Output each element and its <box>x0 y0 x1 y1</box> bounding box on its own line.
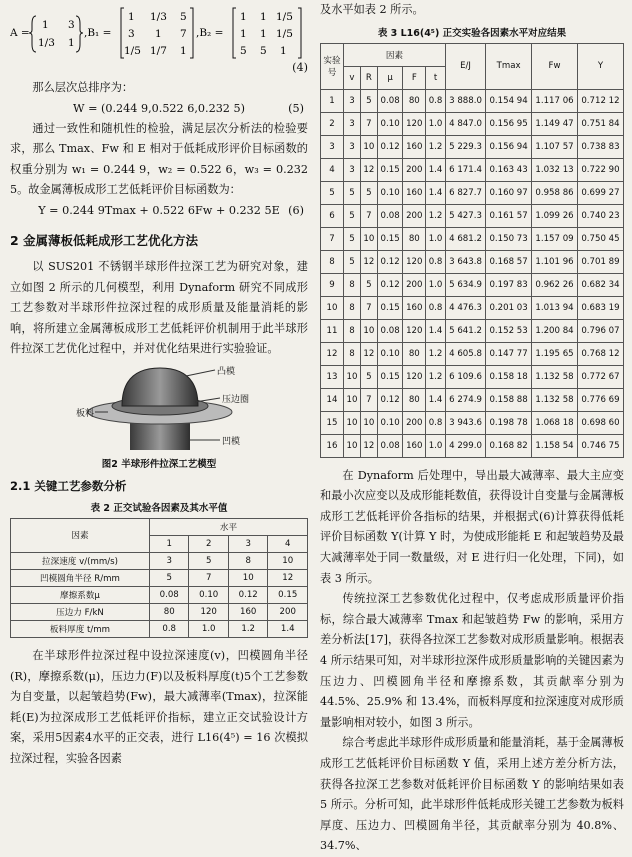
table-cell: 0.150 73 <box>486 227 532 250</box>
t3-row <box>321 227 624 250</box>
table-cell: 0.156 94 <box>486 135 532 158</box>
t2-body <box>11 552 308 637</box>
table-cell: 6 109.6 <box>445 365 485 388</box>
table-cell: 10 <box>360 227 377 250</box>
paragraph-lowcost: 综合考虑此半球形件成形质量和能量消耗，基于金属薄板成形工艺低耗评价目标函数 Y 值，采用上述方差分析方法，获得各拉深工艺参数对低耗评价目标函数 Y 的影响结果如表 5 所示。分析可知，此半球形件低耗成形关键工艺参数为板料厚度、压边力、凹模圆角半径，其贡献率分别为 40.8%、34.7%、 <box>320 736 624 853</box>
table-cell: 9 <box>321 273 344 296</box>
table-cell: 80 <box>403 388 426 411</box>
table-cell: 5 641.2 <box>445 319 485 342</box>
table-cell: 2 <box>321 112 344 135</box>
table-cell: 3 <box>344 89 361 112</box>
table-cell: 0.8 <box>426 250 446 273</box>
equation-4-number <box>10 58 308 78</box>
table-cell: 80 <box>149 603 189 620</box>
label-sheet: 板料 <box>76 408 95 419</box>
paragraph-design: 在半球形件拉深过程中设拉深速度(v)，凹模圆角半径(R)，摩擦系数(μ)，压边力(F)以及板料厚度(t)5个工艺参数为自变量，以起皱趋势(Fw)，最大减薄率(Tmax)，拉深能耗(E)为拉深成形工艺低耗评价指标，建立正交试验设计方案，采用5因素4水平的正交表，进行 L16(4⁵) = 16 次模拟拉深过程，实验各因素 <box>10 648 308 765</box>
section-heading: 2 金属薄板低耗成形工艺优化方法 <box>10 232 199 248</box>
label-blank-holder: 压边圈 <box>222 394 250 405</box>
table-cell: 0.147 77 <box>486 342 532 365</box>
table-cell: 10 <box>268 552 308 569</box>
table-cell: 0.08 <box>377 319 403 342</box>
t3-row <box>321 365 624 388</box>
table-2 <box>10 518 308 638</box>
table-cell: 8 <box>344 296 361 319</box>
t3-row <box>321 411 624 434</box>
paragraph-intro: 以 SUS201 不锈钢半球形件拉深工艺为研究对象，建立如图 2 所示的几何模型，利用 Dynaform 研究不同成形工艺参数对半球形件拉深过程的成形质量及能量消耗的影响，将所建立金属薄板成形工艺低耗评价机制用于此半球形件拉深工艺优化过程中，并对优化结果进行实验验证。 <box>10 259 308 356</box>
matrix-b1-12: 1/3 <box>150 11 167 23</box>
table-cell: 6 274.9 <box>445 388 485 411</box>
table-cell: 7 <box>360 204 377 227</box>
label-die: 凹模 <box>222 436 241 447</box>
table-cell: 0.12 <box>377 135 403 158</box>
table-cell: 200 <box>403 204 426 227</box>
table-cell: 8 <box>344 342 361 365</box>
table-cell: 0.768 12 <box>577 342 623 365</box>
matrix-a-21: 1/3 <box>38 37 55 49</box>
table-cell: 10 <box>344 434 361 457</box>
table-cell: 1.4 <box>426 388 446 411</box>
table-cell: 1.0 <box>426 227 446 250</box>
table-cell: 12 <box>360 342 377 365</box>
table-cell: 3 <box>344 112 361 135</box>
table-cell: 0.699 27 <box>577 181 623 204</box>
table-cell: 1.117 06 <box>532 89 578 112</box>
matrix-a-22: 1 <box>68 37 75 49</box>
table-cell: 5 <box>360 89 377 112</box>
table-cell: 1 <box>321 89 344 112</box>
table-cell: 11 <box>321 319 344 342</box>
table-cell: 摩擦系数μ <box>11 586 150 603</box>
table-cell: 14 <box>321 388 344 411</box>
table-cell: 5 <box>360 365 377 388</box>
paragraph-top: 及水平如表 2 所示。 <box>320 3 424 16</box>
table-cell: 0.08 <box>149 586 189 603</box>
table-3 <box>320 43 624 458</box>
table-cell: 5 427.3 <box>445 204 485 227</box>
table-cell: 0.197 83 <box>486 273 532 296</box>
table-cell: 0.12 <box>377 388 403 411</box>
t3-row <box>321 342 624 365</box>
table-cell: 10 <box>344 365 361 388</box>
table-cell: 3 <box>344 158 361 181</box>
t3-factor: v <box>344 66 361 89</box>
table-cell: 1.0 <box>189 620 229 637</box>
t2-row <box>11 620 308 637</box>
table-cell: 1.2 <box>426 135 446 158</box>
t3-row <box>321 204 624 227</box>
table-cell: 5 <box>344 204 361 227</box>
table-cell: 3 888.0 <box>445 89 485 112</box>
table-cell: 0.698 60 <box>577 411 623 434</box>
table-cell: 10 <box>344 388 361 411</box>
table-cell: 200 <box>268 603 308 620</box>
paragraph-postprocess: 在 Dynaform 后处理中，导出最大减薄率、最大主应变和最小次应变以及成形能耗数值，获得设计自变量与金属薄板成形工艺低耗评价各指标的结果，并根据式(6)计算获得低耗评价目标函数 Y(计算 Y 时，为使成形能耗 E 和起皱趋势及最大减薄率处于同一数量级，对 E 进行归一化处理，下同)，如表 3 所示。 <box>320 468 624 585</box>
left-column <box>10 0 308 770</box>
table-cell: 0.154 94 <box>486 89 532 112</box>
table-cell: 0.10 <box>377 342 403 365</box>
t2-level: 1 <box>149 535 189 552</box>
table-cell: 6 827.7 <box>445 181 485 204</box>
matrix-b2-13: 1/5 <box>276 11 293 23</box>
table-cell: 8 <box>321 250 344 273</box>
t2-head-level: 水平 <box>149 518 307 535</box>
eq5-text: W = (0.244 9,0.522 6,0.232 5) <box>73 101 245 115</box>
table-cell: 0.10 <box>377 411 403 434</box>
t3-row <box>321 296 624 319</box>
matrix-b2-12: 1 <box>260 11 267 23</box>
t3-head-result: Fw <box>532 43 578 89</box>
table-cell: 12 <box>360 250 377 273</box>
table-cell: 0.168 82 <box>486 434 532 457</box>
table-cell: 0.168 57 <box>486 250 532 273</box>
matrix-a-11: 1 <box>42 19 49 31</box>
table-cell: 1.0 <box>426 273 446 296</box>
table-cell: 1.101 96 <box>532 250 578 273</box>
t2-row <box>11 603 308 620</box>
table-cell: 0.8 <box>426 89 446 112</box>
table-cell: 1.2 <box>426 365 446 388</box>
t3-row <box>321 112 624 135</box>
table-cell: 0.156 95 <box>486 112 532 135</box>
table-cell: 120 <box>403 112 426 135</box>
t3-head-result: Y <box>577 43 623 89</box>
matrix-b2-11: 1 <box>240 11 247 23</box>
table-cell: 3 <box>321 135 344 158</box>
table-cell: 1.099 26 <box>532 204 578 227</box>
table-cell: 4 605.8 <box>445 342 485 365</box>
table-cell: 5 634.9 <box>445 273 485 296</box>
table-cell: 1.4 <box>268 620 308 637</box>
table-cell: 0.8 <box>426 296 446 319</box>
t3-row <box>321 434 624 457</box>
table-cell: 0.198 78 <box>486 411 532 434</box>
t3-factor: F <box>403 66 426 89</box>
t3-factor: R <box>360 66 377 89</box>
table-cell: 0.08 <box>377 89 403 112</box>
table-cell: 0.12 <box>228 586 268 603</box>
equation-6 <box>10 201 308 221</box>
table-cell: 5 <box>360 181 377 204</box>
t3-body <box>321 89 624 457</box>
table-cell: 1.013 94 <box>532 296 578 319</box>
table-cell: 120 <box>403 319 426 342</box>
table-cell: 0.722 90 <box>577 158 623 181</box>
t3-factor: μ <box>377 66 403 89</box>
table-cell: 3 <box>149 552 189 569</box>
t3-row <box>321 181 624 204</box>
table-cell: 0.10 <box>189 586 229 603</box>
table-cell: 1.107 57 <box>532 135 578 158</box>
table-cell: 160 <box>403 181 426 204</box>
table-cell: 5 229.3 <box>445 135 485 158</box>
table-cell: 160 <box>228 603 268 620</box>
table-cell: 3 <box>344 135 361 158</box>
table-cell: 120 <box>403 250 426 273</box>
table-cell: 12 <box>321 342 344 365</box>
table-cell: 0.682 34 <box>577 273 623 296</box>
table-cell: 0.158 18 <box>486 365 532 388</box>
matrix-b1-11: 1 <box>128 11 135 23</box>
table-cell: 1.157 09 <box>532 227 578 250</box>
matrix-b2-22: 1 <box>260 28 267 40</box>
table-cell: 8 <box>344 319 361 342</box>
table-cell: 1.132 58 <box>532 388 578 411</box>
table-cell: 0.683 19 <box>577 296 623 319</box>
table3-caption: 表 3 L16(4⁵) 正交实验各因素水平对应结果 <box>377 27 567 39</box>
table-cell: 10 <box>344 411 361 434</box>
table-cell: 0.160 97 <box>486 181 532 204</box>
table-cell: 1.4 <box>426 181 446 204</box>
subsection-heading: 2.1 关键工艺参数分析 <box>10 478 127 493</box>
matrix-a-12: 3 <box>68 19 75 31</box>
t2-head-factor: 因素 <box>11 518 150 552</box>
table-cell: 5 <box>360 273 377 296</box>
table-cell: 0.15 <box>377 158 403 181</box>
eq4-no: (4) <box>292 61 308 74</box>
matrix-b1-31: 1/5 <box>124 45 141 57</box>
table-cell: 1.0 <box>426 112 446 135</box>
table-cell: 0.8 <box>426 411 446 434</box>
table-cell: 80 <box>403 227 426 250</box>
table-cell: 10 <box>360 135 377 158</box>
table-cell: 0.158 88 <box>486 388 532 411</box>
t2-row <box>11 569 308 586</box>
paragraph-variance: 传统拉深工艺参数优化过程中，仅考虑成形质量评价指标，综合最大减薄率 Tmax 和起皱趋势 Fw 的影响，采用方差分析法[17]，获得各拉深工艺参数对成形质量影响。根据表 4 所示结果可知，对半球形拉深件成形质量影响的关键因素为压边力、凹模圆角半径和摩擦系数，其贡献率分别为 44.5%、25.9% 和 13.4%，而板料厚度和拉深速度对成形质量影响相对较小，如图 3 所示。 <box>320 592 624 729</box>
matrix-b2-21: 1 <box>240 28 247 40</box>
table-cell: 3 943.6 <box>445 411 485 434</box>
table-cell: 0.15 <box>268 586 308 603</box>
table-cell: 凹模圆角半径 R/mm <box>11 569 150 586</box>
matrix-b1-23: 7 <box>180 28 187 40</box>
table-cell: 压边力 F/kN <box>11 603 150 620</box>
t3-head-result: Tmax <box>486 43 532 89</box>
t3-row <box>321 388 624 411</box>
table-cell: 5 <box>344 181 361 204</box>
t3-row <box>321 250 624 273</box>
matrix-svg <box>10 4 310 60</box>
table-cell: 1.068 18 <box>532 411 578 434</box>
table-cell: 0.08 <box>377 204 403 227</box>
matrix-b2-31: 5 <box>240 45 247 57</box>
table-cell: 1.4 <box>426 319 446 342</box>
t3-head-factor: 因素 <box>344 43 446 66</box>
matrix-b2-33: 1 <box>280 45 287 57</box>
table-cell: 4 847.0 <box>445 112 485 135</box>
equation-5 <box>10 99 308 119</box>
matrix-b1-33: 1 <box>180 45 187 57</box>
t2-level: 4 <box>268 535 308 552</box>
table-cell: 8 <box>228 552 268 569</box>
table-cell: 200 <box>403 411 426 434</box>
table-cell: 0.746 75 <box>577 434 623 457</box>
table-cell: 160 <box>403 296 426 319</box>
table-cell: 0.750 45 <box>577 227 623 250</box>
table-cell: 0.12 <box>377 273 403 296</box>
right-column <box>320 0 624 857</box>
table-cell: 0.776 69 <box>577 388 623 411</box>
matrix-equation <box>10 4 308 60</box>
table-cell: 0.751 84 <box>577 112 623 135</box>
table-cell: 1.2 <box>426 204 446 227</box>
table-cell: 0.152 53 <box>486 319 532 342</box>
table-cell: 4 299.0 <box>445 434 485 457</box>
table-cell: 0.796 07 <box>577 319 623 342</box>
table-cell: 10 <box>228 569 268 586</box>
table-cell: 6 171.4 <box>445 158 485 181</box>
table-cell: 7 <box>321 227 344 250</box>
table-cell: 0.163 43 <box>486 158 532 181</box>
table-cell: 1.158 54 <box>532 434 578 457</box>
t3-row <box>321 89 624 112</box>
table-cell: 0.740 23 <box>577 204 623 227</box>
table-cell: 3 643.8 <box>445 250 485 273</box>
table-cell: 15 <box>321 411 344 434</box>
table2-caption: 表 2 正交试验各因素及其水平值 <box>90 502 228 514</box>
t3-row <box>321 158 624 181</box>
table-cell: 板料厚度 t/mm <box>11 620 150 637</box>
table-cell: 0.738 83 <box>577 135 623 158</box>
matrix-b1-21: 3 <box>128 28 135 40</box>
table-cell: 16 <box>321 434 344 457</box>
table-cell: 7 <box>360 112 377 135</box>
table-cell: 1.149 47 <box>532 112 578 135</box>
hemisphere-model-image <box>10 366 308 452</box>
table-cell: 10 <box>321 296 344 319</box>
table-cell: 13 <box>321 365 344 388</box>
table-cell: 0.15 <box>377 365 403 388</box>
table-cell: 80 <box>403 342 426 365</box>
table-cell: 5 <box>189 552 229 569</box>
table-cell: 1.132 58 <box>532 365 578 388</box>
table-cell: 160 <box>403 434 426 457</box>
table-cell: 0.08 <box>377 434 403 457</box>
table-cell: 12 <box>268 569 308 586</box>
eq6-no: (6) <box>288 203 304 217</box>
matrix-b1-32: 1/7 <box>150 45 167 57</box>
t3-row <box>321 135 624 158</box>
paragraph-ranking: 那么层次总排序为： <box>32 81 134 94</box>
table-cell: 0.958 86 <box>532 181 578 204</box>
table-cell: 120 <box>189 603 229 620</box>
table-cell: 0.8 <box>149 620 189 637</box>
table-cell: 10 <box>360 411 377 434</box>
table-cell: 12 <box>360 434 377 457</box>
table-cell: 4 476.3 <box>445 296 485 319</box>
table-cell: 7 <box>360 388 377 411</box>
table-cell: 4 681.2 <box>445 227 485 250</box>
figure-caption: 图2 半球形件拉深工艺模型 <box>101 458 217 470</box>
matrix-b2-label: ,B₂ = <box>196 27 224 39</box>
table-cell: 0.15 <box>377 227 403 250</box>
table-cell: 0.161 57 <box>486 204 532 227</box>
t2-level: 3 <box>228 535 268 552</box>
table-cell: 0.962 26 <box>532 273 578 296</box>
table-cell: 120 <box>403 365 426 388</box>
table-cell: 拉深速度 v/(mm/s) <box>11 552 150 569</box>
table-cell: 8 <box>344 273 361 296</box>
t3-head-result: E/J <box>445 43 485 89</box>
t3-factor: t <box>426 66 446 89</box>
table-cell: 1.2 <box>228 620 268 637</box>
table-cell: 1.2 <box>426 342 446 365</box>
table-cell: 1.4 <box>426 158 446 181</box>
table-cell: 5 <box>344 227 361 250</box>
t3-row <box>321 319 624 342</box>
table-cell: 5 <box>149 569 189 586</box>
table-cell: 1.0 <box>426 434 446 457</box>
table-cell: 0.701 89 <box>577 250 623 273</box>
table-cell: 0.772 67 <box>577 365 623 388</box>
table-cell: 0.201 03 <box>486 296 532 319</box>
table-cell: 1.200 84 <box>532 319 578 342</box>
t3-head-no: 实验号 <box>321 43 344 89</box>
matrix-b1-13: 5 <box>180 11 187 23</box>
table-cell: 0.12 <box>377 250 403 273</box>
table-cell: 0.15 <box>377 296 403 319</box>
table-cell: 12 <box>360 158 377 181</box>
t3-row <box>321 273 624 296</box>
table-cell: 1.032 13 <box>532 158 578 181</box>
table-cell: 10 <box>360 319 377 342</box>
eq6-text: Y = 0.244 9Tmax + 0.522 6Fw + 0.232 5E <box>38 203 280 217</box>
t2-row <box>11 552 308 569</box>
matrix-b1-label: ,B₁ = <box>84 27 112 39</box>
table-cell: 4 <box>321 158 344 181</box>
table-cell: 5 <box>321 181 344 204</box>
table-cell: 1.195 65 <box>532 342 578 365</box>
figure-model <box>10 366 308 452</box>
table-cell: 0.712 12 <box>577 89 623 112</box>
table-cell: 200 <box>403 158 426 181</box>
label-punch: 凸模 <box>217 366 236 377</box>
table-cell: 200 <box>403 273 426 296</box>
table-cell: 0.10 <box>377 112 403 135</box>
matrix-b1-22: 1 <box>155 28 162 40</box>
table-cell: 7 <box>360 296 377 319</box>
t2-row <box>11 586 308 603</box>
table-cell: 5 <box>344 250 361 273</box>
eq5-no: (5) <box>288 101 304 115</box>
t2-level: 2 <box>189 535 229 552</box>
table-cell: 160 <box>403 135 426 158</box>
table-cell: 0.10 <box>377 181 403 204</box>
matrix-b2-32: 5 <box>260 45 267 57</box>
matrix-a-label: A = <box>10 27 30 39</box>
paragraph-weights: 通过一致性和随机性的检验，满足层次分析法的检验要求，那么 Tmax、Fw 和 E 相对于低耗成形评价目标函数的权重分别为 w₁ = 0.244 9，w₂ = 0.522 6，w₃ = 0.232 5。故金属薄板成形工艺低耗评价目标函数为： <box>10 121 308 197</box>
table-cell: 6 <box>321 204 344 227</box>
table-cell: 7 <box>189 569 229 586</box>
table-cell: 80 <box>403 89 426 112</box>
matrix-b2-23: 1/5 <box>276 28 293 40</box>
